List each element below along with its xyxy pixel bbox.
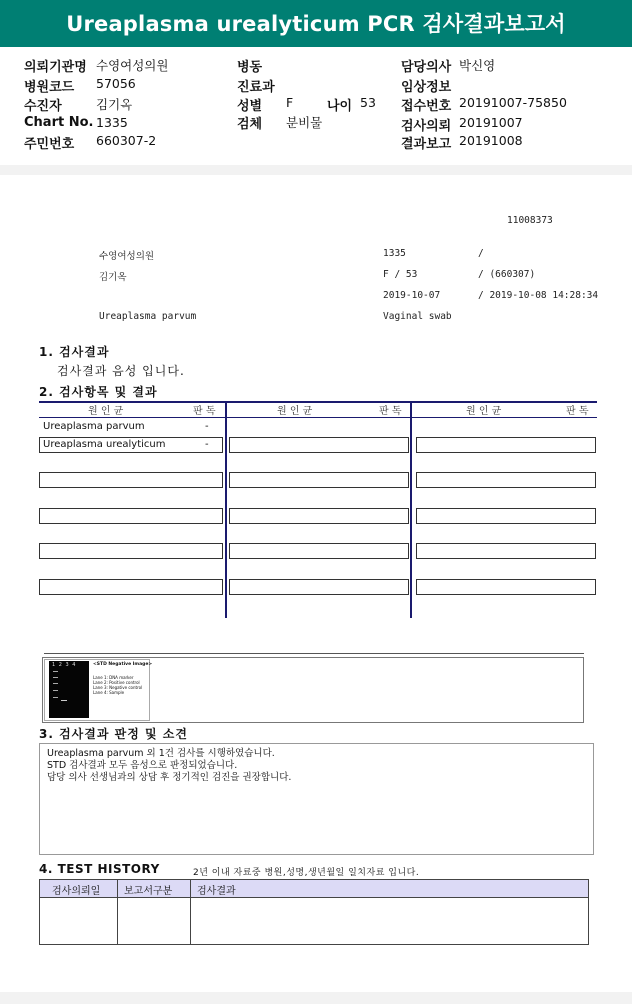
empty-row — [416, 508, 596, 524]
age-label: 나이 — [327, 99, 353, 114]
hospital-value: 수영여성의원 — [96, 58, 169, 73]
sex-value: F — [286, 95, 294, 110]
clinical-info-label: 임상정보 — [401, 80, 452, 95]
specimen-label: 검체 — [237, 117, 263, 132]
report-test-name: Ureaplasma parvum — [99, 311, 197, 322]
section2-title: 2. 검사항목 및 결과 — [39, 385, 158, 399]
hospital-code-value: 57056 — [96, 76, 136, 91]
empty-row — [416, 472, 596, 488]
doctor-value: 박신영 — [459, 58, 496, 73]
opinion-line-1: Ureaplasma parvum 외 1건 검사를 시행하였습니다. — [47, 748, 275, 759]
report-id-paren: / (660307) — [478, 269, 536, 280]
result-row-2-col2 — [229, 437, 409, 453]
grid3-result-header: 판 독 — [566, 406, 589, 417]
result-value-1: - — [205, 421, 209, 432]
report-title: Ureaplasma urealyticum PCR 검사결과보고서 — [66, 12, 566, 36]
section4-title: 4. TEST HISTORY — [39, 862, 160, 876]
section1-title: 1. 검사결과 — [39, 345, 110, 359]
grid1-result-header: 판 독 — [193, 406, 216, 417]
results-grid-divider-1 — [225, 401, 227, 618]
history-header-row — [40, 880, 588, 898]
hospital-code-label: 병원코드 — [24, 80, 75, 95]
empty-row — [39, 472, 223, 488]
gel-legend-3: Lane 3: Negative control — [93, 685, 143, 690]
empty-row — [39, 543, 223, 559]
report-chart-no: 1335 — [383, 248, 406, 259]
results-grid-head-rule — [39, 417, 597, 418]
report-date-label: 결과보고 — [401, 137, 452, 152]
report-title-bar — [0, 0, 632, 47]
report-page — [0, 175, 632, 992]
gel-caption-title: <STD Negative Image> — [93, 662, 153, 667]
report-patient: 김기옥 — [99, 272, 127, 283]
specimen-value: 분비물 — [286, 115, 323, 130]
empty-row — [39, 579, 223, 595]
report-date-received: 2019-10-07 — [383, 290, 441, 301]
gel-ladder-band — [53, 671, 58, 672]
section3-title: 3. 검사결과 판정 및 소견 — [39, 727, 188, 741]
chart-no-value: 1335 — [96, 115, 128, 130]
sex-label: 성별 — [237, 99, 263, 114]
grid3-organism-header: 원 인 균 — [466, 406, 502, 417]
history-col-report-type: 보고서구분 — [124, 886, 173, 897]
opinion-line-2: STD 검사결과 모두 음성으로 판정되었습니다. — [47, 760, 238, 771]
gel-image — [49, 661, 89, 718]
gel-legend-4: Lane 4: Sample — [93, 690, 125, 695]
result-organism-2: Ureaplasma urealyticum — [43, 439, 166, 450]
request-date-value: 20191007 — [459, 115, 523, 130]
gel-positive-band — [61, 700, 67, 701]
empty-row — [229, 543, 409, 559]
history-col-result: 검사결과 — [197, 886, 236, 897]
gel-legend-1: Lane 1: DNA marker — [93, 675, 134, 680]
empty-row — [416, 543, 596, 559]
report-slash: / — [478, 248, 484, 259]
receipt-no-label: 접수번호 — [401, 99, 452, 114]
results-grid-divider-2 — [410, 401, 412, 618]
report-date-reported: / 2019-10-08 14:28:34 — [478, 290, 599, 301]
department-label: 진료과 — [237, 80, 275, 95]
gel-ladder-band — [53, 683, 58, 684]
opinion-line-3: 담당 의사 선생님과의 상담 후 정기적인 검진을 권장합니다. — [47, 772, 292, 783]
receipt-no-value: 20191007-75850 — [459, 95, 567, 110]
empty-row — [39, 508, 223, 524]
resident-no-value: 660307-2 — [96, 133, 157, 148]
report-hospital: 수영여성의원 — [99, 251, 155, 262]
chart-no-label: Chart No. — [24, 115, 94, 130]
history-col-divider-1 — [117, 880, 118, 944]
opinion-box — [39, 743, 594, 855]
history-col-divider-2 — [190, 880, 191, 944]
empty-row — [229, 472, 409, 488]
history-table — [39, 879, 589, 945]
resident-no-label: 주민번호 — [24, 137, 75, 152]
grid2-result-header: 판 독 — [379, 406, 402, 417]
patient-header — [0, 47, 632, 165]
result-organism-1: Ureaplasma parvum — [43, 421, 145, 432]
grid1-organism-header: 원 인 균 — [88, 406, 124, 417]
gel-lane-numbers: 1 2 3 4 — [52, 662, 77, 668]
report-specimen: Vaginal swab — [383, 311, 452, 322]
gel-ladder-band — [53, 677, 58, 678]
hospital-label: 의뢰기관명 — [24, 60, 87, 75]
empty-row — [229, 579, 409, 595]
empty-row — [229, 508, 409, 524]
empty-row — [416, 579, 596, 595]
patient-value: 김기옥 — [96, 97, 133, 112]
grid2-organism-header: 원 인 균 — [277, 406, 313, 417]
result-row-2-col3 — [416, 437, 596, 453]
gel-ladder-band — [53, 697, 58, 698]
ward-label: 병동 — [237, 60, 263, 75]
history-col-request-date: 검사의뢰일 — [52, 886, 101, 897]
report-date-value: 20191008 — [459, 133, 523, 148]
gel-ladder-band — [53, 690, 58, 691]
age-value: 53 — [360, 95, 376, 110]
doctor-label: 담당의사 — [401, 60, 452, 75]
history-note: 2년 이내 자료중 병원,성명,생년월일 일치자료 입니다. — [193, 868, 420, 878]
section1-result-text: 검사결과 음성 입니다. — [57, 364, 185, 378]
gel-panel-rule — [44, 653, 584, 654]
result-value-2: - — [205, 439, 209, 450]
gel-legend-2: Lane 2: Positive control — [93, 680, 140, 685]
request-date-label: 검사의뢰 — [401, 119, 452, 134]
report-sex-age: F / 53 — [383, 269, 418, 280]
report-id: 11008373 — [507, 215, 553, 226]
patient-label: 수진자 — [24, 99, 62, 114]
